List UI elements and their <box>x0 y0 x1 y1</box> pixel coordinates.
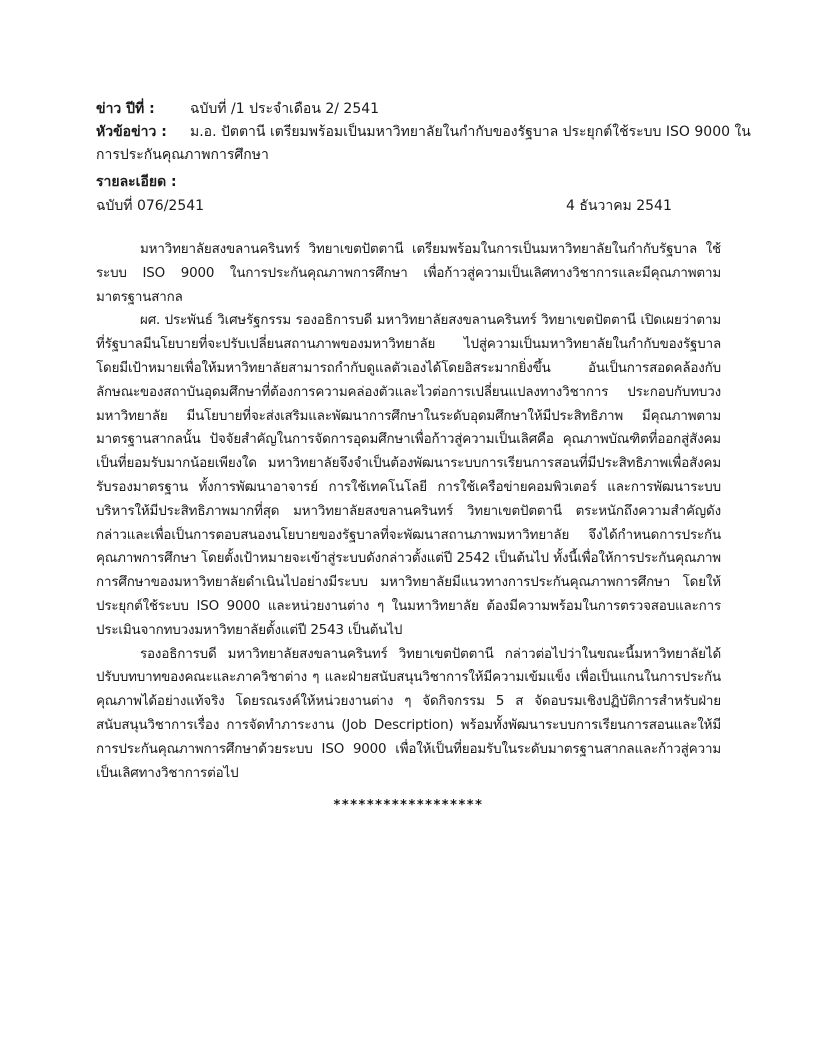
details-label: รายละเอียด : <box>96 174 177 190</box>
paragraph-2: ผศ. ประพันธ์ วิเศษรัฐกรรม รองอธิการบดี มหาวิทยาลัยสงขลานครินทร์ วิทยาเขตปัตตานี เปิดเผยว่าตามที่รัฐบาลมีนโยบายที่จะปรับเปลี่ยนสถานภาพของมหาวิทยาลัย ไปสู่ความเป็นมหาวิทยาลัยในกำกับของรัฐบาล โดยมีเป้าหมายเพื่อให้มหาวิทยาลัยสามารถกำกับดูแลตัวเองได้โดยอิสระมากยิ่งขึ้น อันเป็นการสอดคล้องกับลักษณะของสถาบันอุดมศึกษาที่ต้องการความคล่องตัวและไวต่อการเปลี่ยนแปลงทางวิชาการ ประกอบกับทบวงมหาวิทยาลัย มีนโยบายที่จะส่งเสริมและพัฒนาการศึกษาในระดับอุดมศึกษาให้มีประสิทธิภาพ มีคุณภาพตามมาตรฐานสากลนั้น ปัจจัยสำคัญในการจัดการอุดมศึกษาเพื่อก้าวสู่ความเป็นเลิศคือ คุณภาพบัณฑิตที่ออกสู่สังคมเป็นที่ยอมรับมากน้อยเพียงใด มหาวิทยาลัยจึงจำเป็นต้องพัฒนาระบบการเรียนการสอนที่มีประสิทธิภาพเพื่อสังคมรับรองมาตรฐาน ทั้งการพัฒนาอาจารย์ การใช้เทคโนโลยี การใช้เครือข่ายคอมพิวเตอร์ และการพัฒนาระบบบริหารให้มีประสิทธิภาพมากที่สุด มหาวิทยาลัยสงขลานครินทร์ วิทยาเขตปัตตานี ตระหนักถึงความสำคัญดังกล่าวและเพื่อเป็นการตอบสนองนโยบายของรัฐบาลที่จะพัฒนาสถานภาพมหาวิทยาลัย จึงได้กำหนดการประกันคุณภาพการศึกษา โดยตั้งเป้าหมายจะเข้าสู่ระบบดังกล่าวตั้งแต่ปี 2542 เป็นต้นไป ทั้งนี้เพื่อให้การประกันคุณภาพการศึกษาของมหาวิทยาลัยดำเนินไปอย่างมีระบบ มหาวิทยาลัยมีแนวทางการประกันคุณภาพการศึกษา โดยให้ประยุกต์ใช้ระบบ ISO 9000 และหน่วยงานต่าง ๆ ในมหาวิทยาลัย ต้องมีความพร้อมในการตรวจสอบและการประเมินจากทบวงมหาวิทยาลัยตั้งแต่ปี 2543 เป็นต้นไป <box>96 313 721 638</box>
issue-date: 4 ธันวาคม 2541 <box>566 198 672 214</box>
news-year-label: ข่าว ปีที่ : <box>96 101 155 117</box>
paragraph-1: มหาวิทยาลัยสงขลานครินทร์ วิทยาเขตปัตตานี เตรียมพร้อมในการเป็นมหาวิทยาลัยในกำกับรัฐบาล ใช้ระบบ ISO 9000 ในการประกันคุณภาพการศึกษา เพื่อก้าวสู่ความเป็นเลิศทางวิชาการและมีคุณภาพตามมาตรฐานสากล <box>96 242 721 305</box>
news-year-row <box>96 98 736 121</box>
details-row <box>96 171 736 194</box>
subject-label: หัวข้อข่าว : <box>96 124 167 140</box>
subject-value-line1: ม.อ. ปัตตานี เตรียมพร้อมเป็นมหาวิทยาลัยในกำกับของรัฐบาล ประยุกต์ใช้ระบบ ISO 9000 ใน <box>190 124 751 140</box>
subject-value-line2: การประกันคุณภาพการศึกษา <box>96 146 269 163</box>
paragraph-3: รองอธิการบดี มหาวิทยาลัยสงขลานครินทร์ วิทยาเขตปัตตานี กล่าวต่อไปว่าในขณะนี้มหาวิทยาลัยได้ปรับบทบาทของคณะและภาควิชาต่าง ๆ และฝ่ายสนับสนุนวิชาการให้มีความเข้มแข็ง เพื่อเป็นแกนในการประกันคุณภาพได้อย่างแท้จริง โดยรณรงค์ให้หน่วยงานต่าง ๆ จัดกิจกรรม 5 ส จัดอบรมเชิงปฏิบัติการสำหรับฝ่ายสนับสนุนวิชาการเรื่อง การจัดทำภาระงาน (Job Description) พร้อมทั้งพัฒนาระบบการเรียนการสอนและให้มีการประกันคุณภาพการศึกษาด้วยระบบ ISO 9000 เพื่อให้เป็นที่ยอมรับในระดับมาตรฐานสากลและก้าวสู่ความเป็นเลิศทางวิชาการต่อไป <box>96 646 721 781</box>
issue-number: ฉบับที่ 076/2541 <box>96 198 205 214</box>
subject-block <box>96 121 751 166</box>
article-body <box>96 238 721 785</box>
reference-row <box>96 195 676 218</box>
news-year-value: ฉบับที่ /1 ประจำเดือน 2/ 2541 <box>190 101 380 117</box>
end-marker: ****************** <box>333 798 483 813</box>
